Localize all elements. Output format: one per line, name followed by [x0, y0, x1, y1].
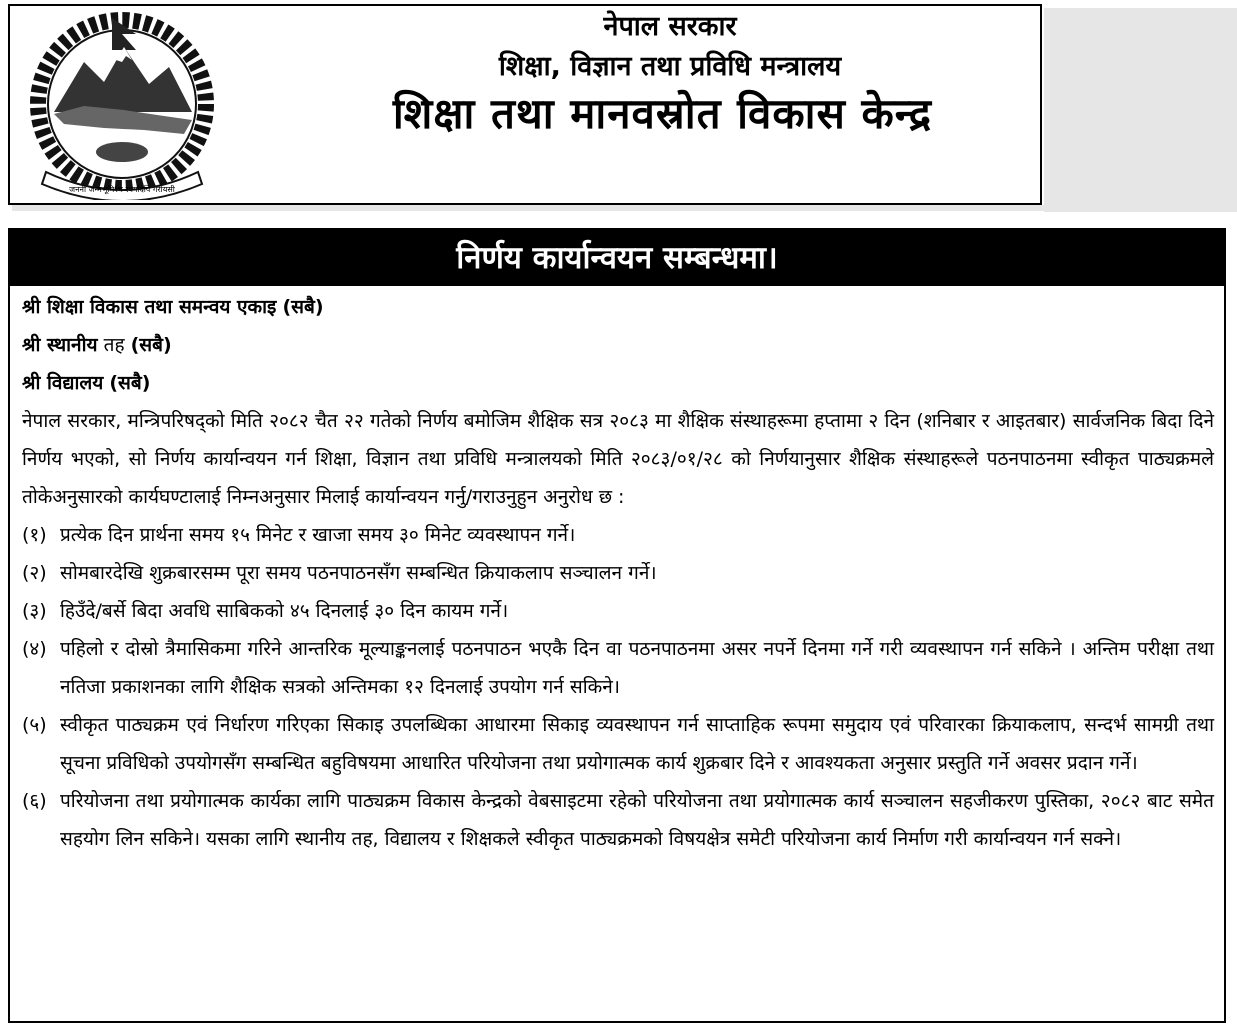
- header-bottom-shadow: [12, 205, 1044, 211]
- header-centre: शिक्षा तथा मानवस्रोत विकास केन्द्र: [392, 89, 933, 138]
- list-item: (४) पहिलो र दोस्रो त्रैमासिकमा गरिने आन्तरिक मूल्याङ्कनलाई पठनपाठन भएकै दिन वा पठनपाठनमा असर नपर्ने दिनमा गर्ने गरी व्यवस्थापन गर्न सकिने । अन्तिम परीक्षा तथा नतिजा प्रकाशनका लागि शैक्षिक सत्रको अन्तिमका १२ दिनलाई उपयोग गर्न सकिने।: [22, 638, 1214, 698]
- intro-paragraph: नेपाल सरकार, मन्त्रिपरिषद्को मिति २०८२ चैत २२ गतेको निर्णय बमोजिम शैक्षिक सत्र २०८३ मा शैक्षिक संस्थाहरूमा हप्तामा २ दिन (शनिबार र आइतबार) सार्वजनिक बिदा दिने निर्णय भएको, सो निर्णय कार्यान्वयन गर्न शिक्षा, विज्ञान तथा प्रविधि मन्त्रालयको मिति २०८३/०१/२८ को निर्णयानुसार शैक्षिक संस्थाहरूले पठनपाठनमा स्वीकृत पाठ्यक्रमले तोकेअनुसारको कार्यघण्टालाई निम्नअनुसार मिलाई कार्यान्वयन गर्नु/गराउनुहुन अनुरोध छ :: [22, 410, 1214, 508]
- notice-body: [22, 288, 1214, 858]
- letterhead: [8, 4, 1042, 205]
- nepal-emblem-icon: [24, 12, 220, 200]
- header-ministry: शिक्षा, विज्ञान तथा प्रविधि मन्त्रालय: [498, 51, 842, 82]
- list-item: (५) स्वीकृत पाठ्यक्रम एवं निर्धारण गरिएका सिकाइ उपलब्धिका आधारमा सिकाइ व्यवस्थापन गर्न साप्ताहिक रूपमा समुदाय एवं परिवारका क्रियाकलाप, सन्दर्भ सामग्री तथा सूचना प्रविधिको उपयोगसँग सम्बन्धित बहुविषयमा आधारित परियोजना तथा प्रयोगात्मक कार्य शुक्रबार दिने र आवश्यकता अनुसार प्रस्तुति गर्ने अवसर प्रदान गर्ने।: [22, 714, 1214, 774]
- addressee-3: श्री विद्यालय (सबै): [22, 372, 151, 394]
- addressee-1: श्री शिक्षा विकास तथा समन्वय एकाइ (सबै): [22, 296, 324, 318]
- addressee-2: श्री स्थानीय तह (सबै): [22, 334, 172, 356]
- list-item: (१) प्रत्येक दिन प्रार्थना समय १५ मिनेट र खाजा समय ३० मिनेट व्यवस्थापन गर्ने।: [22, 524, 576, 546]
- list-item: (६) परियोजना तथा प्रयोगात्मक कार्यका लागि पाठ्यक्रम विकास केन्द्रको वेबसाइटमा रहेको परियोजना तथा प्रयोगात्मक कार्य सञ्चालन सहजीकरण पुस्तिका, २०८२ बाट समेत सहयोग लिन सकिने। यसका लागि स्थानीय तह, विद्यालय र शिक्षकले स्वीकृत पाठ्यक्रमको विषयक्षेत्र समेटी परियोजना कार्य निर्माण गरी कार्यान्वयन गर्न सक्ने।: [22, 790, 1214, 850]
- header-shadow: [1044, 8, 1237, 212]
- list-item: (३) हिउँदे/बर्से बिदा अवधि साबिकको ४५ दिनलाई ३० दिन कायम गर्ने।: [22, 600, 509, 622]
- notice-box: [8, 228, 1226, 1023]
- notice-title: निर्णय कार्यान्वयन सम्बन्धमा।: [10, 230, 1224, 286]
- header-government: नेपाल सरकार: [603, 11, 737, 42]
- emblem-motto: जननी जन्मभूमिश्च स्वर्गादपि गरीयसी: [69, 185, 175, 194]
- list-item: (२) सोमबारदेखि शुक्रबारसम्म पूरा समय पठनपाठनसँग सम्बन्धित क्रियाकलाप सञ्चालन गर्ने।: [22, 562, 657, 584]
